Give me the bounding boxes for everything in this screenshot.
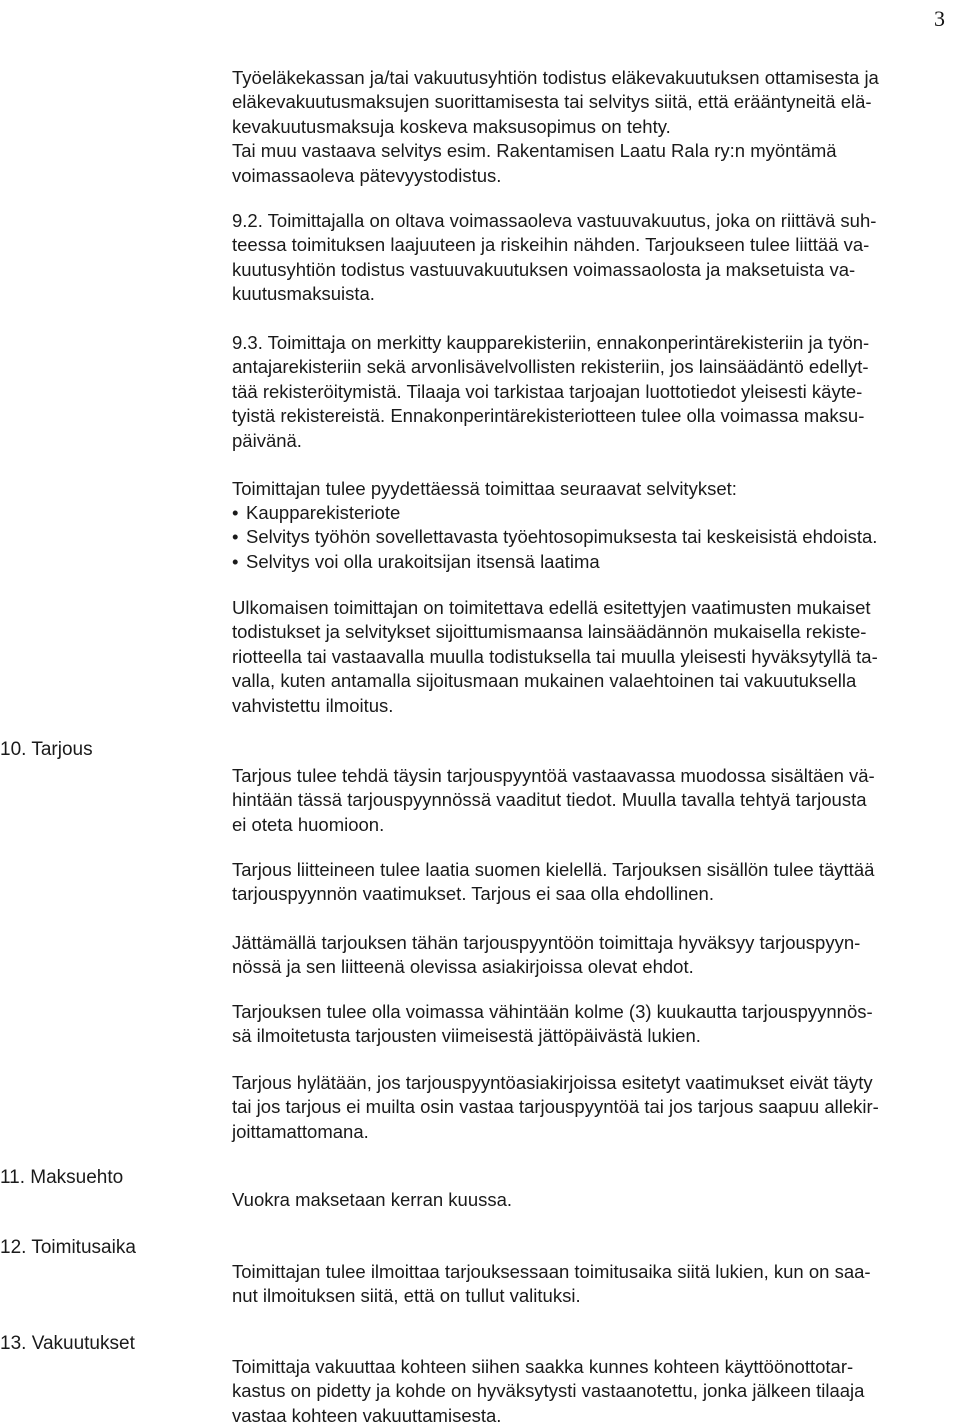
- paragraph-payment-terms: Vuokra maksetaan kerran kuussa.: [232, 1189, 513, 1210]
- paragraph-pension-insurance: Työeläkekassan ja/tai vakuutusyhtiön todistus eläkevakuutuksen ottamisesta ja eläkevakuutusmaksujen suorittamisesta tai selvitys siitä, että erääntyneitä elä- kevakuutusmaksuja koskeva maksusopimus on tehty. Tai muu vastaava selvitys esim. Rakentamisen Laatu Rala ry:n myöntämä voimassaoleva pätevyystodistus.: [232, 67, 879, 186]
- paragraph-offer-language: Tarjous liitteineen tulee laatia suomen kielellä. Tarjouksen sisällön tulee täyttää tarjouspyynnön vaatimukset. Tarjous ei saa olla ehdollinen.: [232, 859, 875, 905]
- section-heading-toimitusaika: 12. Toimitusaika: [0, 1237, 136, 1258]
- list-item-text: Selvitys työhön sovellettavasta työehtosopimuksesta tai keskeisistä ehdoista.: [246, 526, 878, 548]
- list-item: [232, 525, 960, 549]
- paragraph-insurance: Toimittaja vakuuttaa kohteen siihen saakka kunnes kohteen käyttöönottotar- kastus on pidetty ja kohde on hyväksytysti vastaanotettu, jonka jälkeen tilaaja vastaa kohteen vakuuttamisesta.: [232, 1356, 865, 1426]
- required-reports-list: [232, 501, 960, 574]
- paragraph-offer-validity: Tarjouksen tulee olla voimassa vähintään kolme (3) kuukautta tarjouspyynnös- sä ilmoitetusta tarjousten viimeisestä jättöpäivästä lukien.: [232, 1001, 873, 1047]
- list-item: [232, 550, 960, 574]
- section-heading-tarjous: 10. Tarjous: [0, 739, 93, 760]
- section-heading-maksuehto: 11. Maksuehto: [0, 1167, 124, 1188]
- paragraph-required-reports-intro: Toimittajan tulee pyydettäessä toimittaa seuraavat selvitykset:: [232, 478, 737, 499]
- paragraph-9-2-liability-insurance: 9.2. Toimittajalla on oltava voimassaoleva vastuuvakuutus, joka on riittävä suh- teessa toimituksen laajuuteen ja riskeihin nähden. Tarjoukseen tulee liittää va- kuutusyhtiön todistus vastuuvakuutuksen voimassaolosta ja maksetuista va- kuutusmaksuista.: [232, 210, 877, 305]
- paragraph-foreign-supplier: Ulkomaisen toimittajan on toimitettava edellä esitettyjen vaatimusten mukaiset todistukset ja selvitykset sijoittumismaansa lainsäädännön mukaisella rekiste- riotteella tai vastaavalla muulla todistuksella tai muulla yleisesti hyväksytyllä ta- valla, kuten antamalla sijoitusmaan mukainen valaehtoinen tai vakuutuksella vahvistettu ilmoitus.: [232, 597, 878, 716]
- bullet-icon: •: [232, 526, 239, 548]
- paragraph-delivery-time: Toimittajan tulee ilmoittaa tarjouksessaan toimitusaika siitä lukien, kun on saa- nut ilmoituksen siitä, että on tullut valituksi.: [232, 1261, 871, 1307]
- paragraph-offer-acceptance: Jättämällä tarjouksen tähän tarjouspyyntöön toimittaja hyväksyy tarjouspyyn- nössä ja sen liitteenä olevissa asiakirjoissa olevat ehdot.: [232, 932, 861, 978]
- page-number: 3: [934, 6, 945, 31]
- list-item-text: Kaupparekisteriote: [246, 502, 401, 523]
- paragraph-offer-rejection: Tarjous hylätään, jos tarjouspyyntöasiakirjoissa esitetyt vaatimukset eivät täyty tai jos tarjous ei muilta osin vastaa tarjouspyyntöä tai jos tarjous saapuu allekir- joittamattomana.: [232, 1072, 879, 1142]
- list-item: [232, 501, 960, 525]
- section-heading-vakuutukset: 13. Vakuutukset: [0, 1333, 135, 1354]
- bullet-icon: •: [232, 502, 239, 523]
- list-item-text: Selvitys voi olla urakoitsijan itsensä laatima: [246, 550, 600, 572]
- bullet-icon: •: [232, 550, 239, 572]
- paragraph-9-3-registers: 9.3. Toimittaja on merkitty kaupparekisteriin, ennakonperintärekisteriin ja työn- antajarekisteriin sekä arvonlisävelvollisten rekisteriin, jos lainsäädäntö edellyt- tää rekisteröitymistä. Tilaaja voi tarkistaa tarjoajan luottotiedot yleisesti käyte- tyistä rekistereistä. Ennakonperintärekisteriotteen tulee olla voimassa maksu- päivänä.: [232, 332, 870, 451]
- paragraph-offer-format: Tarjous tulee tehdä täysin tarjouspyyntöä vastaavassa muodossa sisältäen vä- hintään tässä tarjouspyynnössä vaaditut tiedot. Muulla tavalla tehtyä tarjousta ei oteta huomioon.: [232, 765, 875, 835]
